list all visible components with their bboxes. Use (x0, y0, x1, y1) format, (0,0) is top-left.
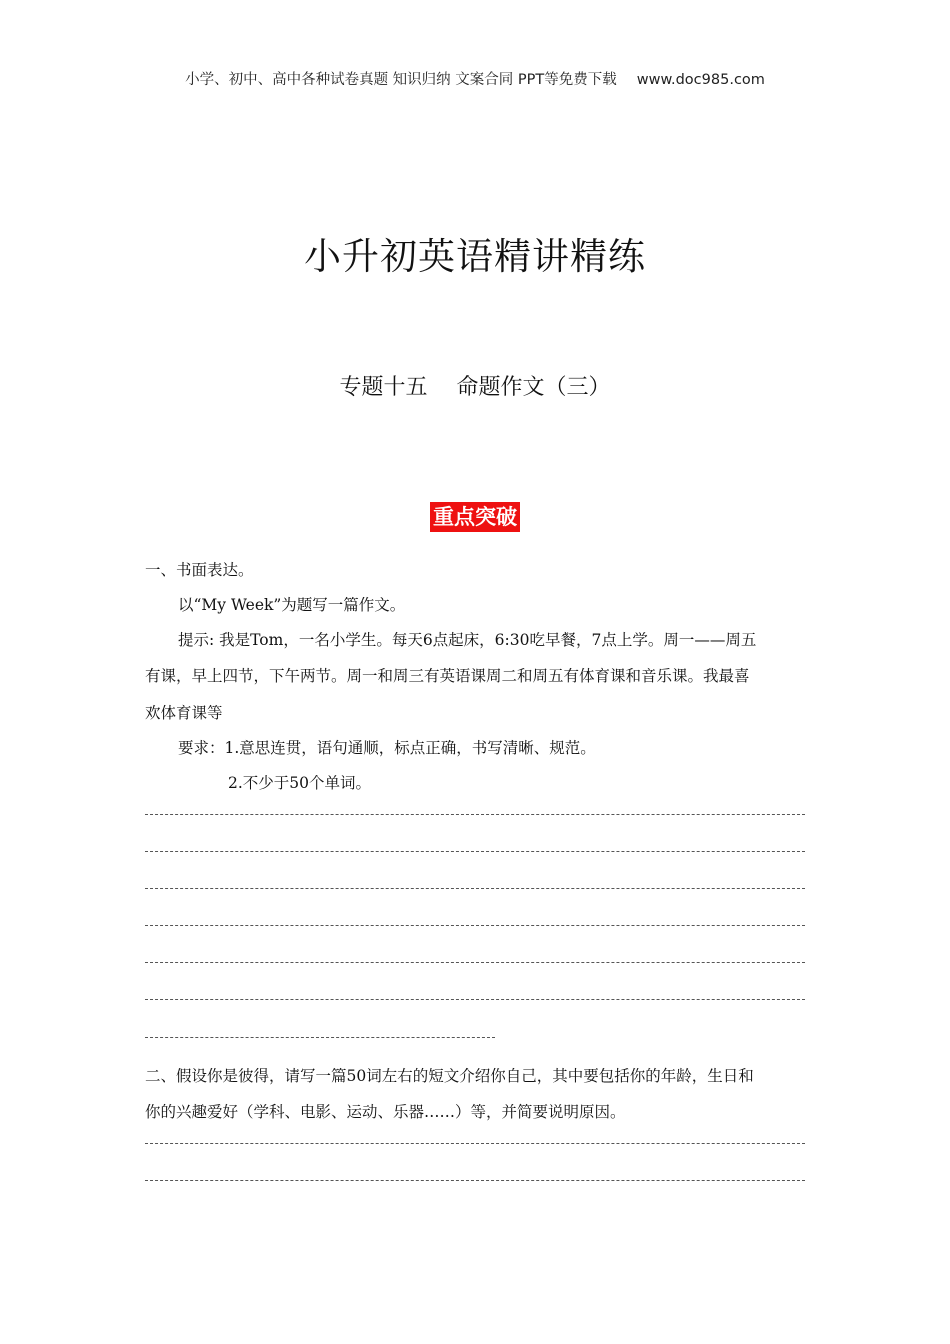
section1-prompt: 以“My Week”为题写一篇作文。 (178, 596, 406, 614)
writing-line[interactable] (145, 999, 805, 1000)
writing-line[interactable] (145, 962, 805, 963)
section1-hint-line: 提示: 我是Tom，一名小学生。每天6点起床，6:30吃早餐，7点上学。周一——周五 (178, 631, 757, 649)
writing-line[interactable] (145, 814, 805, 815)
section1-hint-line: 有课，早上四节，下午两节。周一和周三有英语课周二和周五有体育课和音乐课。我最喜 (145, 667, 750, 685)
header-site: www.doc985.com (636, 72, 765, 88)
writing-line[interactable] (145, 1037, 495, 1038)
writing-line[interactable] (145, 888, 805, 889)
section2-line: 二、假设你是彼得，请写一篇50词左右的短文介绍你自己，其中要包括你的年龄，生日和 (145, 1067, 754, 1085)
badge-container (0, 502, 950, 532)
section1-requirement-2: 2.不少于50个单词。 (228, 774, 372, 792)
section1-hint-line: 欢体育课等 (145, 704, 223, 722)
document-title: 小升初英语精讲精练 (304, 235, 646, 278)
writing-line[interactable] (145, 1143, 805, 1144)
key-points-badge: 重点突破 (430, 502, 520, 532)
section2-line: 你的兴趣爱好（学科、电影、运动、乐器……）等，并简要说明原因。 (145, 1103, 626, 1121)
writing-line[interactable] (145, 851, 805, 852)
section1-requirement-1: 要求：1.意思连贯，语句通顺，标点正确，书写清晰、规范。 (178, 739, 596, 757)
writing-line[interactable] (145, 1180, 805, 1181)
header-text: 小学、初中、高中各种试卷真题 知识归纳 文案合同 PPT等免费下载 (185, 72, 617, 88)
page-header (0, 68, 950, 89)
document-subtitle: 专题十五 命题作文（三） (339, 375, 611, 400)
writing-line[interactable] (145, 925, 805, 926)
section1-heading: 一、书面表达。 (145, 561, 254, 579)
